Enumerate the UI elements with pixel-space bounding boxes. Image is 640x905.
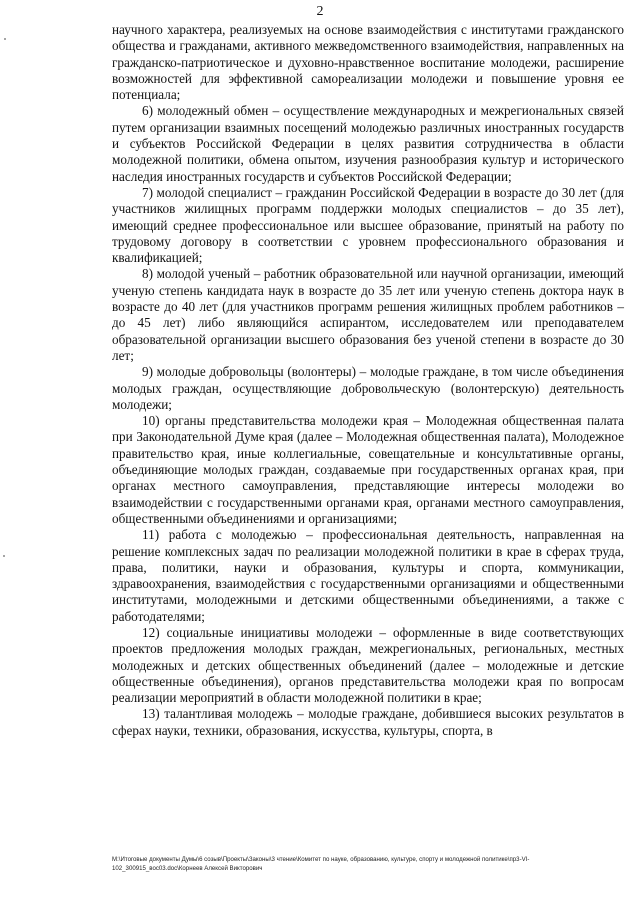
document-body: [112, 22, 624, 739]
paragraph-item-9: 9) молодые добровольцы (волонтеры) – молодые граждане, в том числе объединения молодых граждан, осуществляющие добровольческую (волонтерскую) деятельность молодежи;: [112, 364, 624, 412]
paragraph-item-10: 10) органы представительства молодежи края – Молодежная общественная палата при Законодательной Думе края (далее – Молодежная общественная палата), Молодежное правительство края, иные коллегиальные, совещательные и консультативные органы, объединяющие молодых граждан, создаваемые при государственных органах края, при органах местного самоуправления, представляющие интересы молодежи во взаимодействии с государственными органами края, органами местного самоуправления, общественными объединениями и организациями;: [112, 413, 624, 526]
footer-line-1: М:\Итоговые документы Думы\6 созыв\Проекты\Законы\3 чтение\Комитет по науке, образованию, культуре, спорту и молодежной политике\пр3-VI-: [112, 856, 530, 863]
paragraph-item-7: 7) молодой специалист – гражданин Российской Федерации в возрасте до 30 лет (для участников жилищных программ поддержки молодых специалистов – до 35 лет), имеющий среднее профессиональное или высшее образование, принятый на работу по трудовому договору в соответствии с уровнем профессионального образования и квалификацией;: [112, 184, 624, 266]
page-number: 2: [316, 4, 324, 19]
scan-speck: [3, 555, 5, 557]
file-path-footer: [112, 855, 624, 873]
paragraph-item-6: 6) молодежный обмен – осуществление международных и межрегиональных связей путем организации взаимных посещений молодежью различных иностранных государств и субъектов Российской Федерации в целях развития сотрудничества в области молодежной политики, обмена опытом, изучения разнообразия культур и исторического наследия иностранных государств и субъектов Российской Федерации;: [112, 103, 624, 184]
scan-speck: [4, 38, 6, 40]
paragraph-item-13: 13) талантливая молодежь – молодые граждане, добившиеся высоких результатов в сферах науки, техники, образования, искусства, культуры, спорта, в: [112, 706, 624, 738]
footer-line-2: 102_300915_вос03.doc\Корнеев Алексей Викторович: [112, 865, 263, 872]
paragraph-item-12: 12) социальные инициативы молодежи – оформленные в виде соответствующих проектов предложения молодых граждан, межрегиональных, региональных, местных молодежных и детских общественных объединений (далее – молодежные и детские общественные объединения), органов представительства молодежи края по вопросам реализации мероприятий в области молодежной политики в крае;: [112, 624, 624, 706]
paragraph-item-8: 8) молодой ученый – работник образовательной или научной организации, имеющий ученую степень кандидата наук в возрасте до 35 лет или ученую степень доктора наук в возрасте до 40 лет (для участников программ решения жилищных проблем работников – до 45 лет) либо являющийся аспирантом, исследователем или преподавателем образовательной организации высшего образования без ученой степени в возрасте до 30 лет;: [112, 266, 624, 363]
paragraph-item-11: 11) работа с молодежью – профессиональная деятельность, направленная на решение комплексных задач по реализации молодежной политики в крае в сферах труда, права, политики, науки и образования, культуры и спорта, коммуникации, здравоохранения, взаимодействия с государственными организациями и общественными институтами, молодежными и детскими общественными объединениями, а также с работодателями;: [112, 527, 624, 624]
paragraph-continuation: научного характера, реализуемых на основе взаимодействия с институтами гражданского общества и гражданами, активного межведомственного взаимодействия, направленных на гражданско-патриотическое и духовно-нравственное воспитание молодежи, расширение возможностей для эффективной самореализации молодежи и повышение уровня ее потенциала;: [112, 22, 624, 103]
